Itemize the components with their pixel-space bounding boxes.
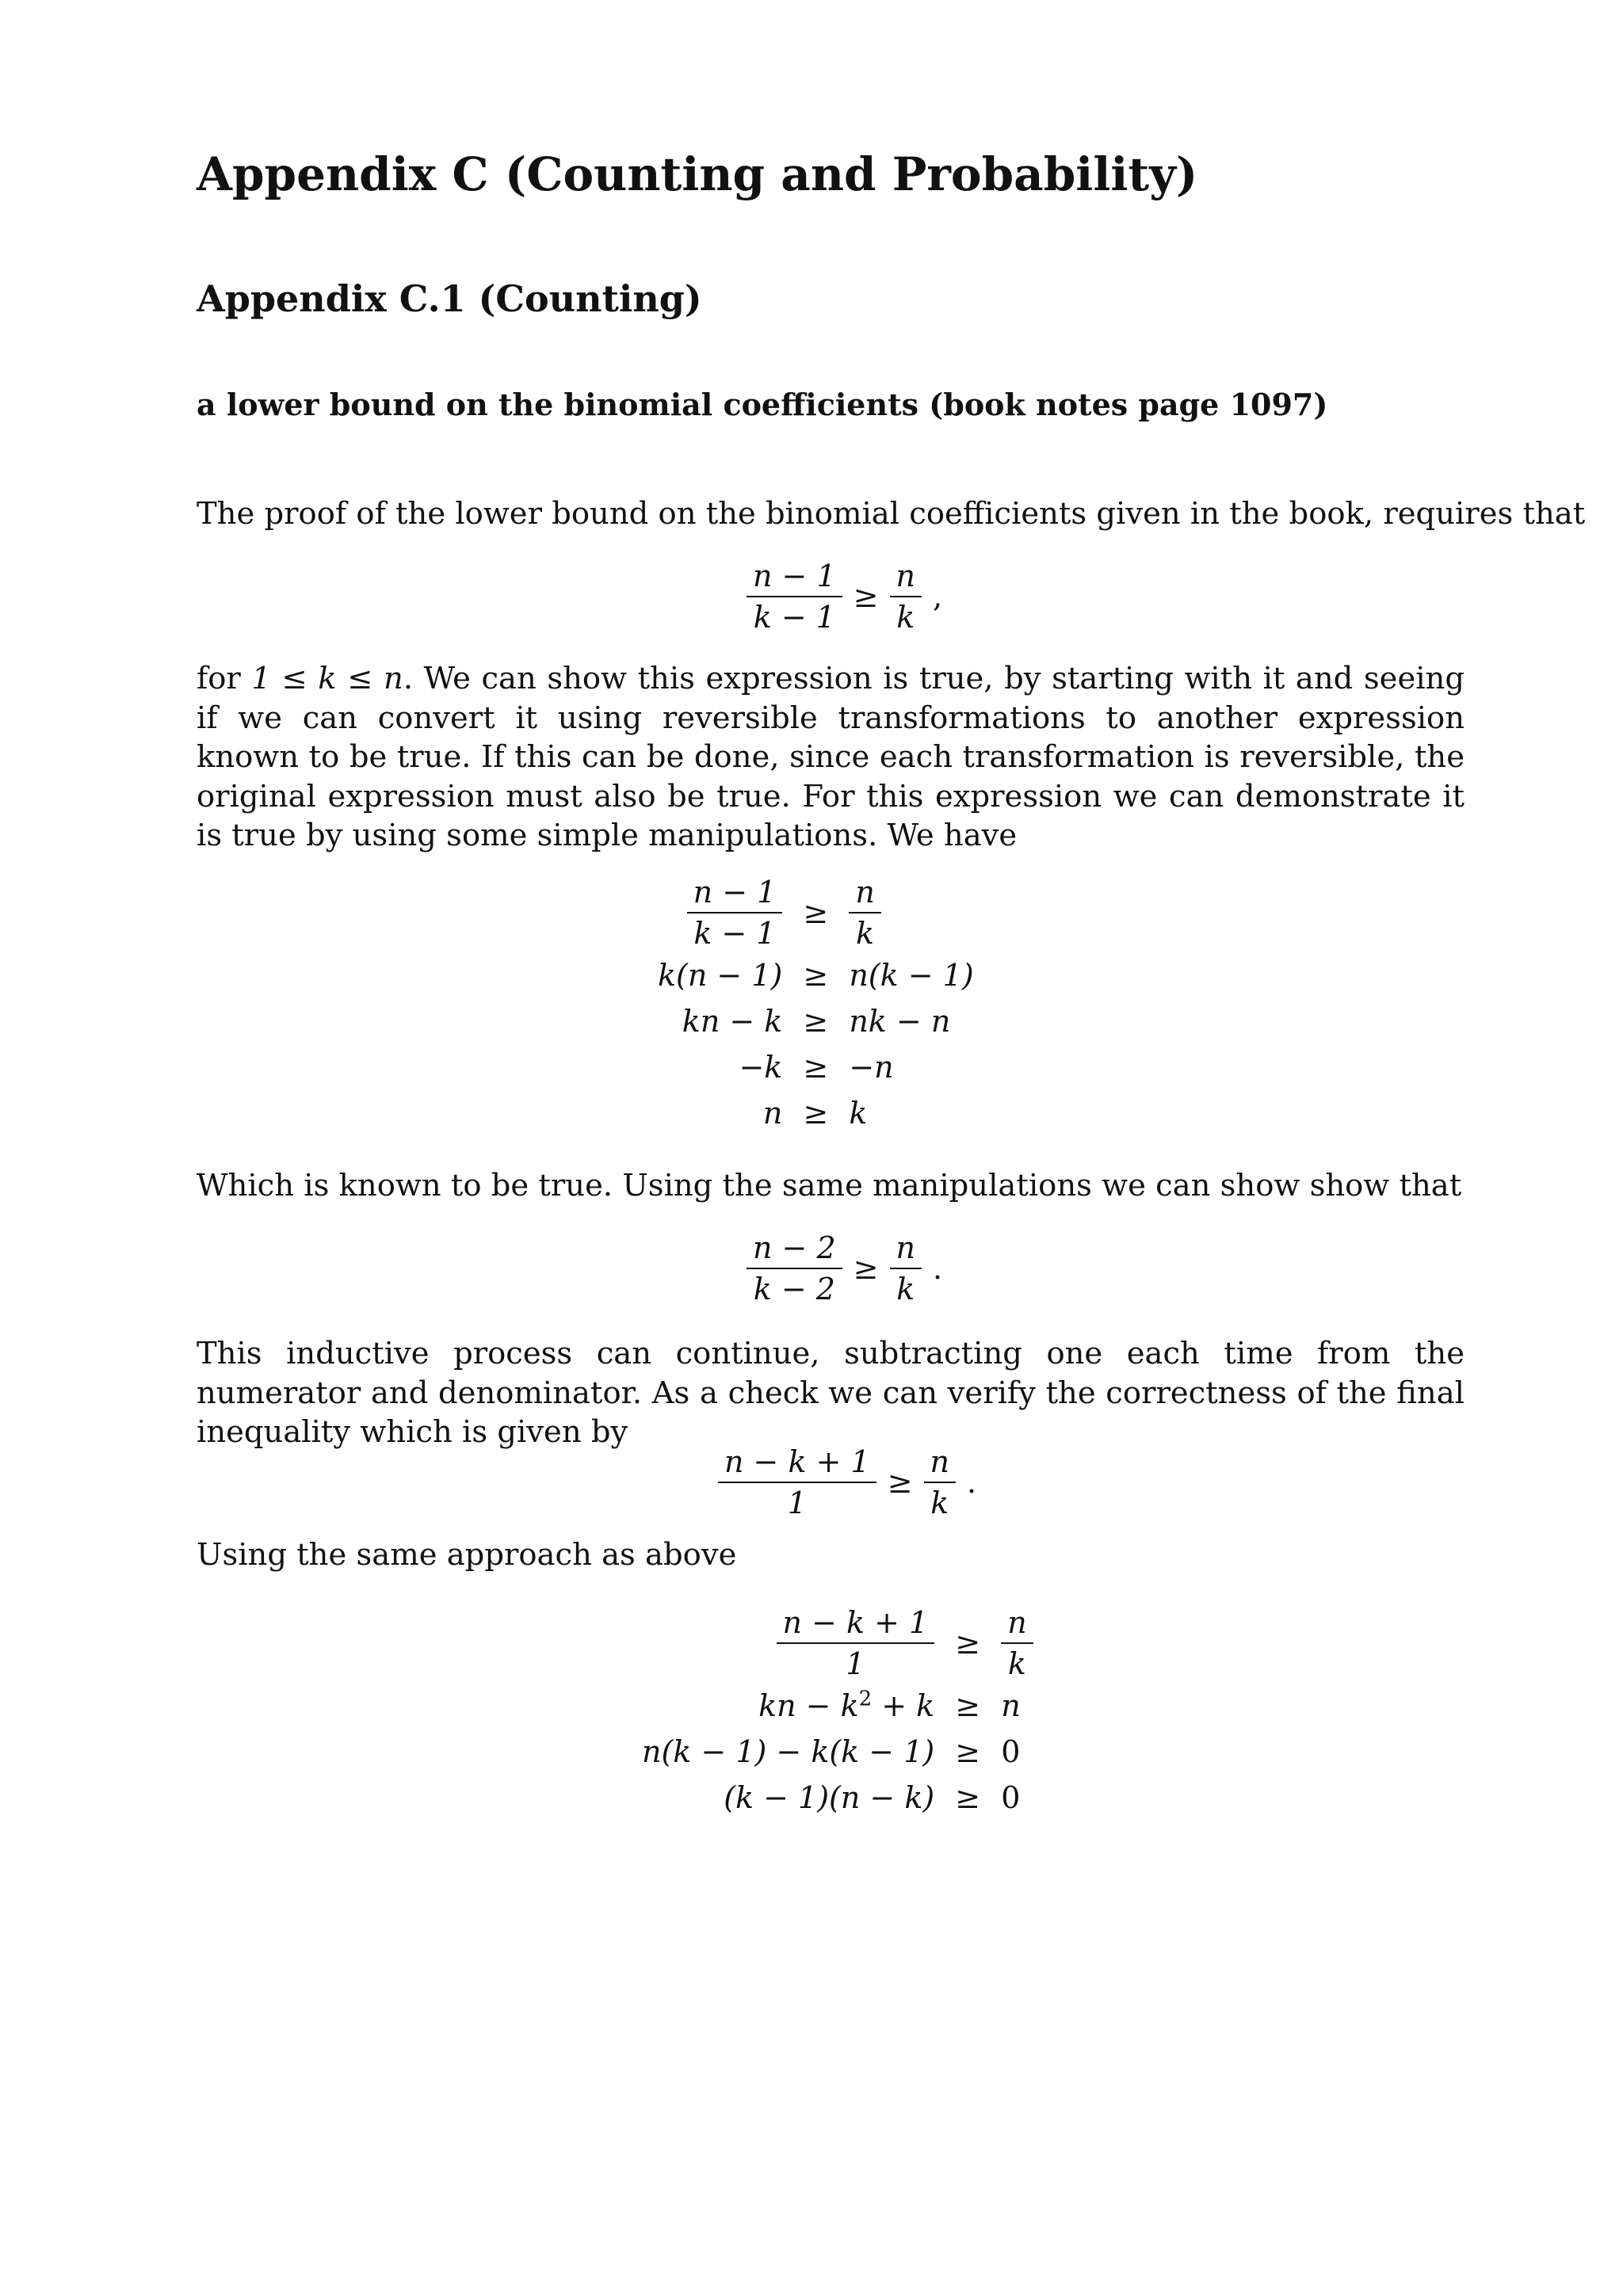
equation-1-lhs — [747, 558, 842, 635]
derivation-1-row2-rhs: n(k − 1) — [849, 958, 974, 993]
section-title: Appendix C.1 (Counting) — [197, 277, 702, 320]
derivation-1-row2-operator: ≥ — [803, 958, 829, 993]
equation-1 — [747, 558, 942, 635]
equation-3-rhs-denominator: k — [930, 1486, 949, 1520]
derivation-2-row1-rhs — [1001, 1604, 1033, 1682]
derivation-1-row — [658, 1090, 974, 1136]
derivation-1-row1-operator: ≥ — [803, 895, 829, 930]
equation-3-operator: ≥ — [887, 1465, 913, 1500]
equation-2-rhs-numerator: n — [890, 1230, 922, 1269]
derivation-2-row2-lhs — [642, 1683, 934, 1729]
derivation-1-row5-lhs: n — [762, 1096, 783, 1131]
derivation-1-row4-rhs: −n — [849, 1050, 894, 1085]
equation-3-numerator: n − k + 1 — [718, 1444, 876, 1483]
derivation-1 — [658, 873, 974, 1136]
equation-2-rhs — [890, 1230, 922, 1307]
equation-2-rhs-denominator: k — [896, 1272, 915, 1306]
equation-3-denominator: 1 — [787, 1486, 807, 1520]
derivation-1-row3-lhs: kn − k — [682, 1004, 783, 1039]
derivation-2-row2-operator: ≥ — [955, 1688, 981, 1723]
paragraph-same-approach: Using the same approach as above — [197, 1537, 737, 1573]
derivation-2-row3-operator: ≥ — [955, 1734, 981, 1769]
paragraph-reversible-prefix: for — [197, 661, 252, 696]
derivation-2-row3-rhs: 0 — [1001, 1734, 1021, 1769]
paragraph-inductive: This inductive process can continue, subtracting one each time from the numerator and denominator. As a check we can verify the correctness of the final inequality which is given by — [197, 1336, 1465, 1450]
derivation-1-row5-rhs: k — [849, 1096, 868, 1131]
derivation-1-row1-lhs — [687, 874, 783, 952]
derivation-2-row — [642, 1604, 1033, 1683]
derivation-2 — [642, 1604, 1033, 1821]
equation-2-operator: ≥ — [853, 1251, 879, 1286]
equation-2 — [747, 1230, 942, 1307]
equation-2-denominator: k − 2 — [753, 1272, 835, 1306]
derivation-2-row4-operator: ≥ — [955, 1780, 981, 1815]
equation-3-lhs — [718, 1444, 876, 1521]
derivation-2-row4-lhs: (k − 1)(n − k) — [724, 1780, 935, 1815]
equation-3-rhs — [924, 1444, 956, 1521]
equation-1-rhs-denominator: k — [896, 600, 915, 635]
derivation-2-row3-lhs: n(k − 1) − k(k − 1) — [642, 1734, 935, 1769]
derivation-2-row — [642, 1729, 1033, 1775]
derivation-1-row1-lhs-denominator: k − 1 — [693, 916, 776, 951]
derivation-2-row1-lhs-denominator: 1 — [846, 1646, 865, 1681]
equation-3-punctuation: . — [967, 1465, 977, 1500]
equation-1-rhs-numerator: n — [890, 558, 922, 597]
derivation-2-row — [642, 1775, 1033, 1821]
derivation-2-row1-rhs-numerator: n — [1001, 1604, 1033, 1644]
equation-2-lhs — [747, 1230, 842, 1307]
chapter-title: Appendix C (Counting and Probability) — [197, 147, 1198, 201]
equation-1-operator: ≥ — [853, 579, 879, 614]
derivation-1-row4-operator: ≥ — [803, 1050, 829, 1085]
equation-3-rhs-numerator: n — [924, 1444, 956, 1483]
equation-1-punctuation: , — [932, 579, 943, 614]
derivation-2-row1-operator: ≥ — [955, 1626, 981, 1661]
paragraph-intro: The proof of the lower bound on the binomial coefficients given in the book, requires that — [197, 496, 1586, 532]
paragraph-known-true: Which is known to be true. Using the same manipulations we can show show that — [197, 1168, 1462, 1203]
derivation-2-row4-rhs: 0 — [1001, 1780, 1021, 1815]
derivation-1-row4-lhs: −k — [739, 1050, 783, 1085]
derivation-1-row — [658, 873, 974, 952]
derivation-1-row1-rhs-numerator: n — [849, 874, 880, 913]
subsection-title: a lower bound on the binomial coefficients (book notes page 1097) — [197, 387, 1328, 422]
derivation-1-row — [658, 1044, 974, 1090]
derivation-2-row2-lhs-b: + k — [872, 1688, 935, 1723]
derivation-1-row — [658, 952, 974, 998]
derivation-2-row1-lhs — [777, 1604, 935, 1682]
derivation-2-row2-exponent: 2 — [858, 1687, 873, 1711]
derivation-1-row5-operator: ≥ — [803, 1096, 829, 1131]
derivation-1-row1-rhs-denominator: k — [856, 916, 875, 951]
derivation-2-row — [642, 1683, 1033, 1729]
paragraph-reversible-condition: 1 ≤ k ≤ n — [251, 661, 403, 696]
derivation-2-row1-lhs-numerator: n − k + 1 — [777, 1604, 935, 1644]
derivation-2-row1-rhs-denominator: k — [1007, 1646, 1026, 1681]
equation-2-punctuation: . — [932, 1251, 943, 1286]
equation-1-rhs — [890, 558, 922, 635]
derivation-1-row1-rhs — [849, 874, 880, 952]
equation-1-denominator: k − 1 — [753, 600, 835, 635]
paragraph-reversible-text: . We can show this expression is true, by starting with it and seeing if we can convert it using reversible transformations to another expression known to be true. If this can be done, since each transformation is reversible, the original expression must also be true. For this expression we can demonstrate it is true by using some simple manipulations. We have — [197, 661, 1465, 853]
derivation-2-row2-rhs: n — [1001, 1688, 1021, 1723]
equation-2-numerator: n − 2 — [747, 1230, 842, 1269]
paragraph-reversible — [197, 659, 1465, 856]
equation-1-numerator: n − 1 — [747, 558, 842, 597]
derivation-1-row3-operator: ≥ — [803, 1004, 829, 1039]
derivation-1-row — [658, 998, 974, 1044]
derivation-1-row1-lhs-numerator: n − 1 — [687, 874, 783, 913]
derivation-1-row3-rhs: nk − n — [849, 1004, 951, 1039]
derivation-2-row2-lhs-a: kn − k — [758, 1688, 859, 1723]
equation-3 — [718, 1444, 976, 1521]
derivation-1-row2-lhs: k(n − 1) — [658, 958, 783, 993]
